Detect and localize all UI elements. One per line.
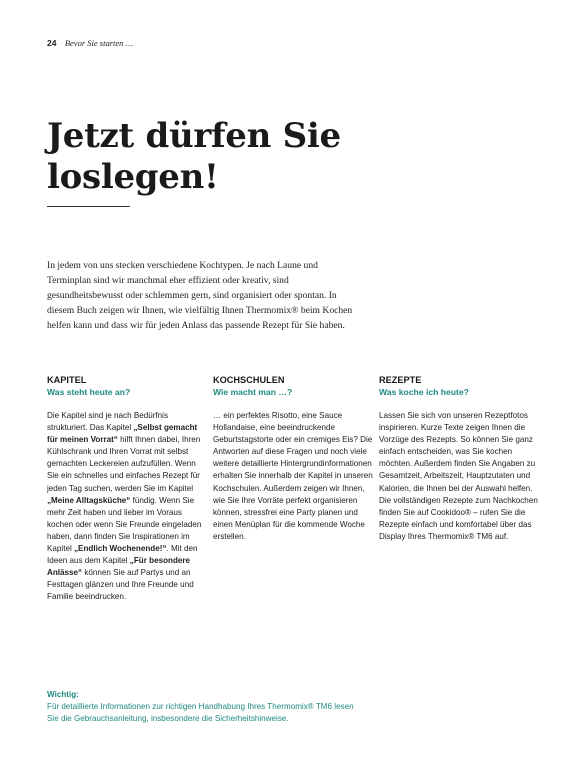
column-heading: REZEPTE xyxy=(379,375,422,385)
column-body xyxy=(213,410,373,543)
emphasis-text: „Für besondere Anlässe“ xyxy=(47,556,191,578)
column-kapitel xyxy=(47,374,207,604)
running-header xyxy=(47,38,133,48)
page-title xyxy=(47,116,341,198)
column-subheading: Wie macht man …? xyxy=(213,387,293,397)
column-rezepte xyxy=(379,374,539,543)
body-text: Lassen Sie sich von unseren Rezeptfotos inspirieren. Kurze Texte zeigen Ihnen die Vorzüge des Rezepts. So können Sie ganz einfach entscheiden, was Sie kochen möchten. Außerdem finden Sie Angaben zu Gesamtzeit, Arbeitszeit, Hauptzutaten und Kalorien, die Ihnen bei der Auswahl helfen. Die vollständigen Rezepte zum Nachkochen finden Sie auf Cookidoo® – rufen Sie die Rezepte einfach und komfortabel über das Display Ihres Thermomix® TM6 auf. xyxy=(379,411,538,541)
emphasis-text: „Meine Alltagsküche“ xyxy=(47,495,131,505)
column-subheading: Was steht heute an? xyxy=(47,387,131,397)
column-body xyxy=(379,410,539,543)
title-line-1: Jetzt dürfen Sie xyxy=(47,116,341,156)
title-divider xyxy=(47,206,130,207)
column-subheading: Was koche ich heute? xyxy=(379,387,469,397)
body-text: fündig. Wenn Sie mehr Zeit haben und lieber im Voraus kochen oder wenn Sie Freunde eingeladen haben, dann finden Sie Inspirationen im Kapitel xyxy=(47,495,202,554)
column-kochschulen xyxy=(213,374,373,543)
title-line-2: loslegen! xyxy=(47,157,219,197)
body-text: hilft Ihnen dabei, Ihren Kühlschrank und Ihren Vorrat mit selbst gemachten Leckereien aufzufüllen. Wenn Sie ein schnelles und einfaches Rezept für jeden Tag suchen, werden Sie im Kapitel xyxy=(47,435,201,493)
body-text: … ein perfektes Risotto, eine Sauce Hollandaise, eine beeindruckende Geburtstagstorte oder ein cremiges Eis? Die Antworten auf diese Fragen und noch viele weitere detaillierte Hintergrundinformationen erhalten Sie innerhalb der Kapitel in unseren Kochschulen. Außerdem zeigen wir Ihnen, wie Sie Ihre Vorräte perfekt organisieren können, stressfrei eine Party planen und einen Menüplan für die kommende Woche erstellen. xyxy=(213,411,373,541)
emphasis-text: „Endlich Wochenende!“ xyxy=(74,544,167,554)
intro-paragraph: In jedem von uns stecken verschiedene Kochtypen. Je nach Laune und Terminplan sind wir manchmal eher effizient oder kreativ, sind gesundheitsbewusst oder schlemmen gern, sind organisiert oder spontan. In diesem Buch zeigen wir Ihnen, wie vielfältig Ihnen Thermomix® beim Kochen helfen kann und dass wir für jeden Anlass das passende Rezept für Sie haben. xyxy=(47,260,353,331)
column-heading: KOCHSCHULEN xyxy=(213,375,285,385)
important-note xyxy=(47,689,367,725)
note-label: Wichtig: xyxy=(47,690,79,699)
note-text: Für detaillierte Informationen zur richtigen Handhabung Ihres Thermomix® TM6 lesen Sie die Gebrauchsanleitung, insbesondere die Sicherheitshinweise. xyxy=(47,702,354,724)
emphasis-text: „Selbst gemacht für meinen Vorrat“ xyxy=(47,423,198,445)
body-text: können Sie auf Partys und an Festtagen glänzen und Ihre Freunde und Familie beeindrucken. xyxy=(47,568,194,602)
page-number: 24 xyxy=(47,38,57,48)
column-body xyxy=(47,410,207,604)
section-title: Bevor Sie starten … xyxy=(64,38,134,48)
body-text: . Mit den Ideen aus dem Kapitel xyxy=(47,544,198,566)
column-heading: KAPITEL xyxy=(47,375,87,385)
body-text: Die Kapitel sind je nach Bedürfnis strukturiert. Das Kapitel xyxy=(47,411,169,433)
